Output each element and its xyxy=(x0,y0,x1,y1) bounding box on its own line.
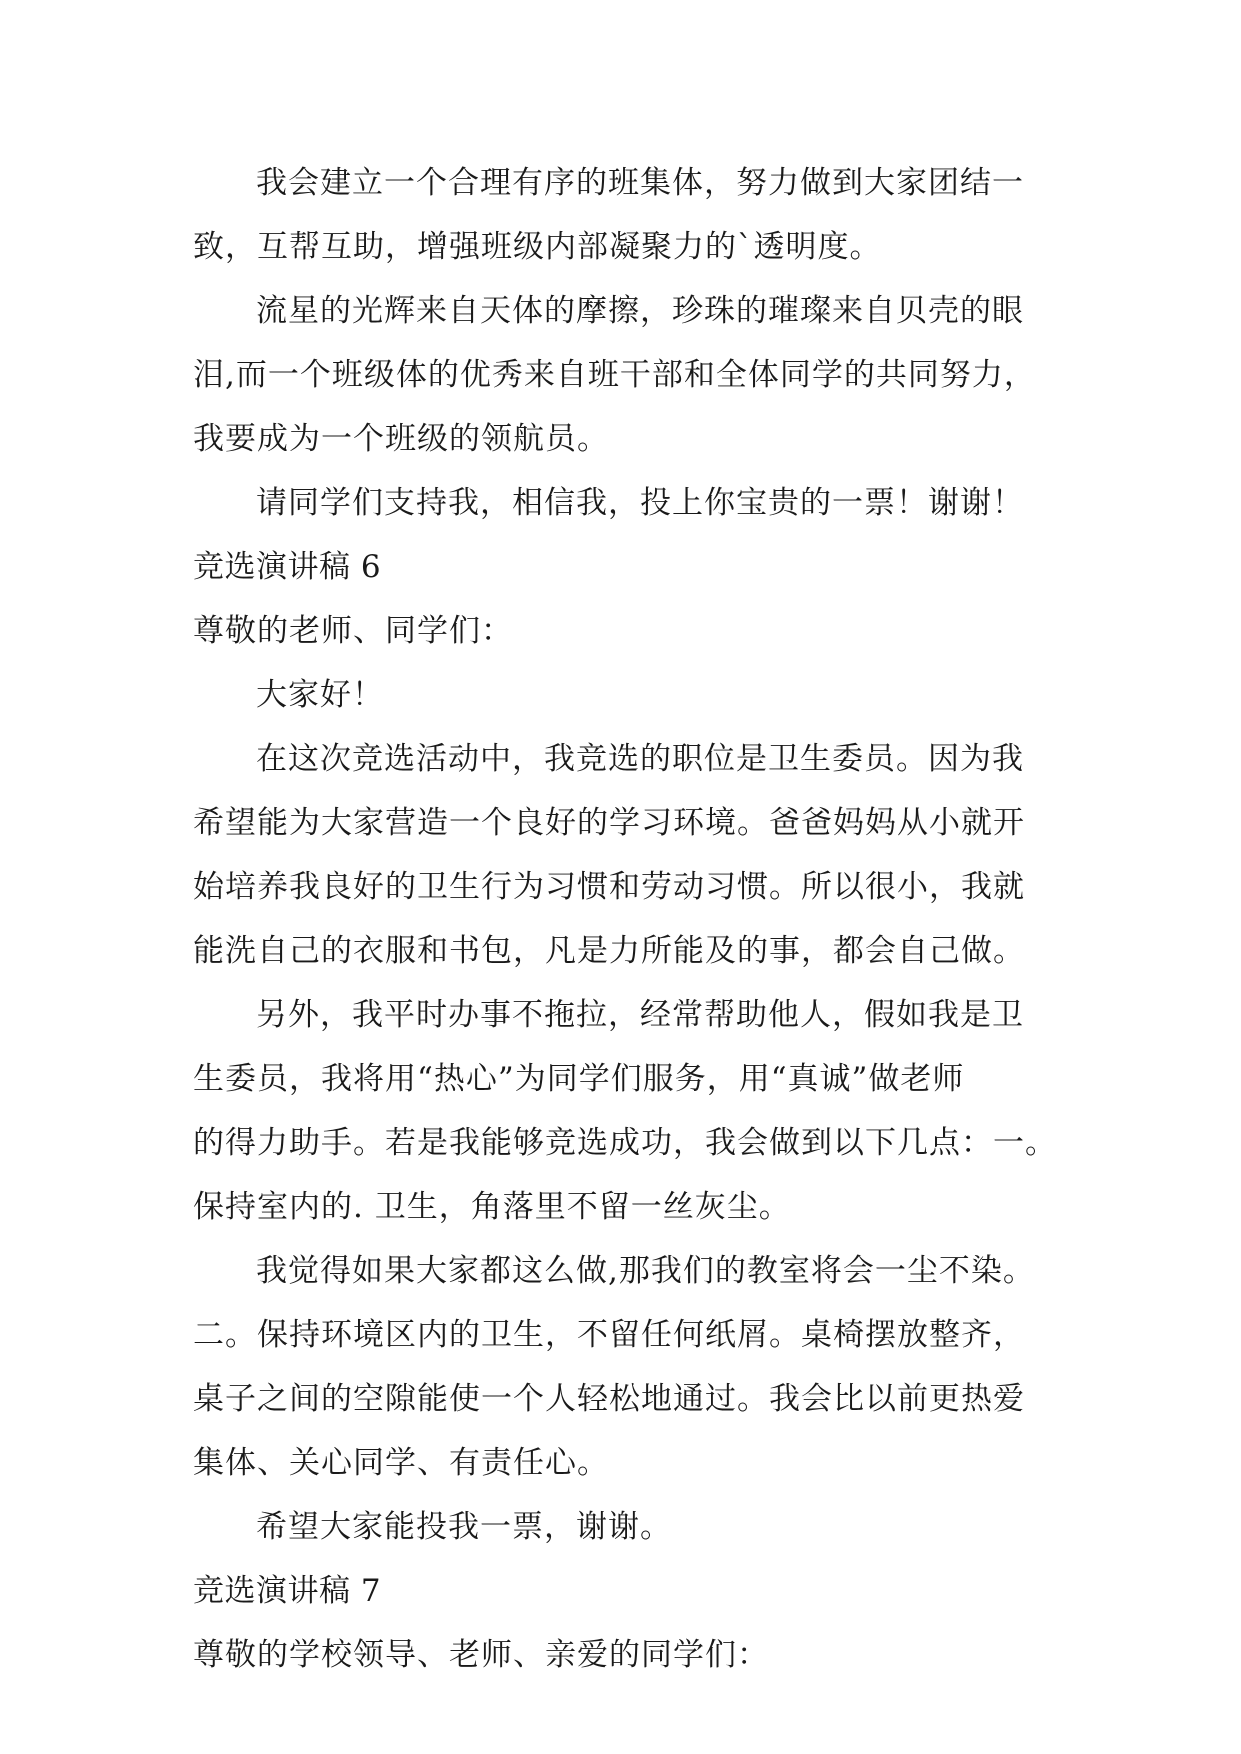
paragraph-line: 我觉得如果大家都这么做,那我们的教室将会一尘不染。 xyxy=(256,1253,1035,1289)
paragraph-line: 请同学们支持我，相信我，投上你宝贵的一票！谢谢！ xyxy=(256,485,1024,521)
paragraph-line: 的得力助手。若是我能够竞选成功，我会做到以下几点：一。 xyxy=(193,1125,1057,1161)
paragraph-line: 希望能为大家营造一个良好的学习环境。爸爸妈妈从小就开 xyxy=(193,805,1025,841)
paragraph-line: 流星的光辉来自天体的摩擦，珍珠的璀璨来自贝壳的眼 xyxy=(256,293,1024,329)
paragraph-line: 生委员，我将用“热心”为同学们服务，用“真诚”做老师 xyxy=(193,1061,965,1097)
paragraph-line: 桌子之间的空隙能使一个人轻松地通过。我会比以前更热爱 xyxy=(193,1381,1025,1417)
section-heading: 竞选演讲稿 6 xyxy=(193,549,382,585)
paragraph-line: 二。保持环境区内的卫生，不留任何纸屑。桌椅摆放整齐， xyxy=(193,1317,1025,1353)
paragraph-line: 我会建立一个合理有序的班集体，努力做到大家团结一 xyxy=(256,165,1024,201)
paragraph-line: 集体、关心同学、有责任心。 xyxy=(193,1445,609,1481)
paragraph-line: 保持室内的. 卫生，角落里不留一丝灰尘。 xyxy=(193,1189,791,1225)
salutation: 尊敬的老师、同学们： xyxy=(193,613,513,649)
paragraph-line: 我要成为一个班级的领航员。 xyxy=(193,421,609,457)
paragraph-line: 在这次竞选活动中，我竞选的职位是卫生委员。因为我 xyxy=(256,741,1024,777)
paragraph-line: 希望大家能投我一票，谢谢。 xyxy=(256,1509,672,1545)
paragraph-line: 始培养我良好的卫生行为习惯和劳动习惯。所以很小，我就 xyxy=(193,869,1025,905)
section-heading: 竞选演讲稿 7 xyxy=(193,1573,382,1609)
paragraph-line: 致，互帮互助，增强班级内部凝聚力的`透明度。 xyxy=(193,229,882,265)
paragraph-line: 另外，我平时办事不拖拉，经常帮助他人，假如我是卫 xyxy=(256,997,1024,1033)
paragraph-line: 能洗自己的衣服和书包，凡是力所能及的事，都会自己做。 xyxy=(193,933,1025,969)
greeting: 大家好！ xyxy=(256,677,384,713)
paragraph-line: 泪,而一个班级体的优秀来自班干部和全体同学的共同努力， xyxy=(193,357,1036,393)
salutation: 尊敬的学校领导、老师、亲爱的同学们： xyxy=(193,1637,769,1673)
